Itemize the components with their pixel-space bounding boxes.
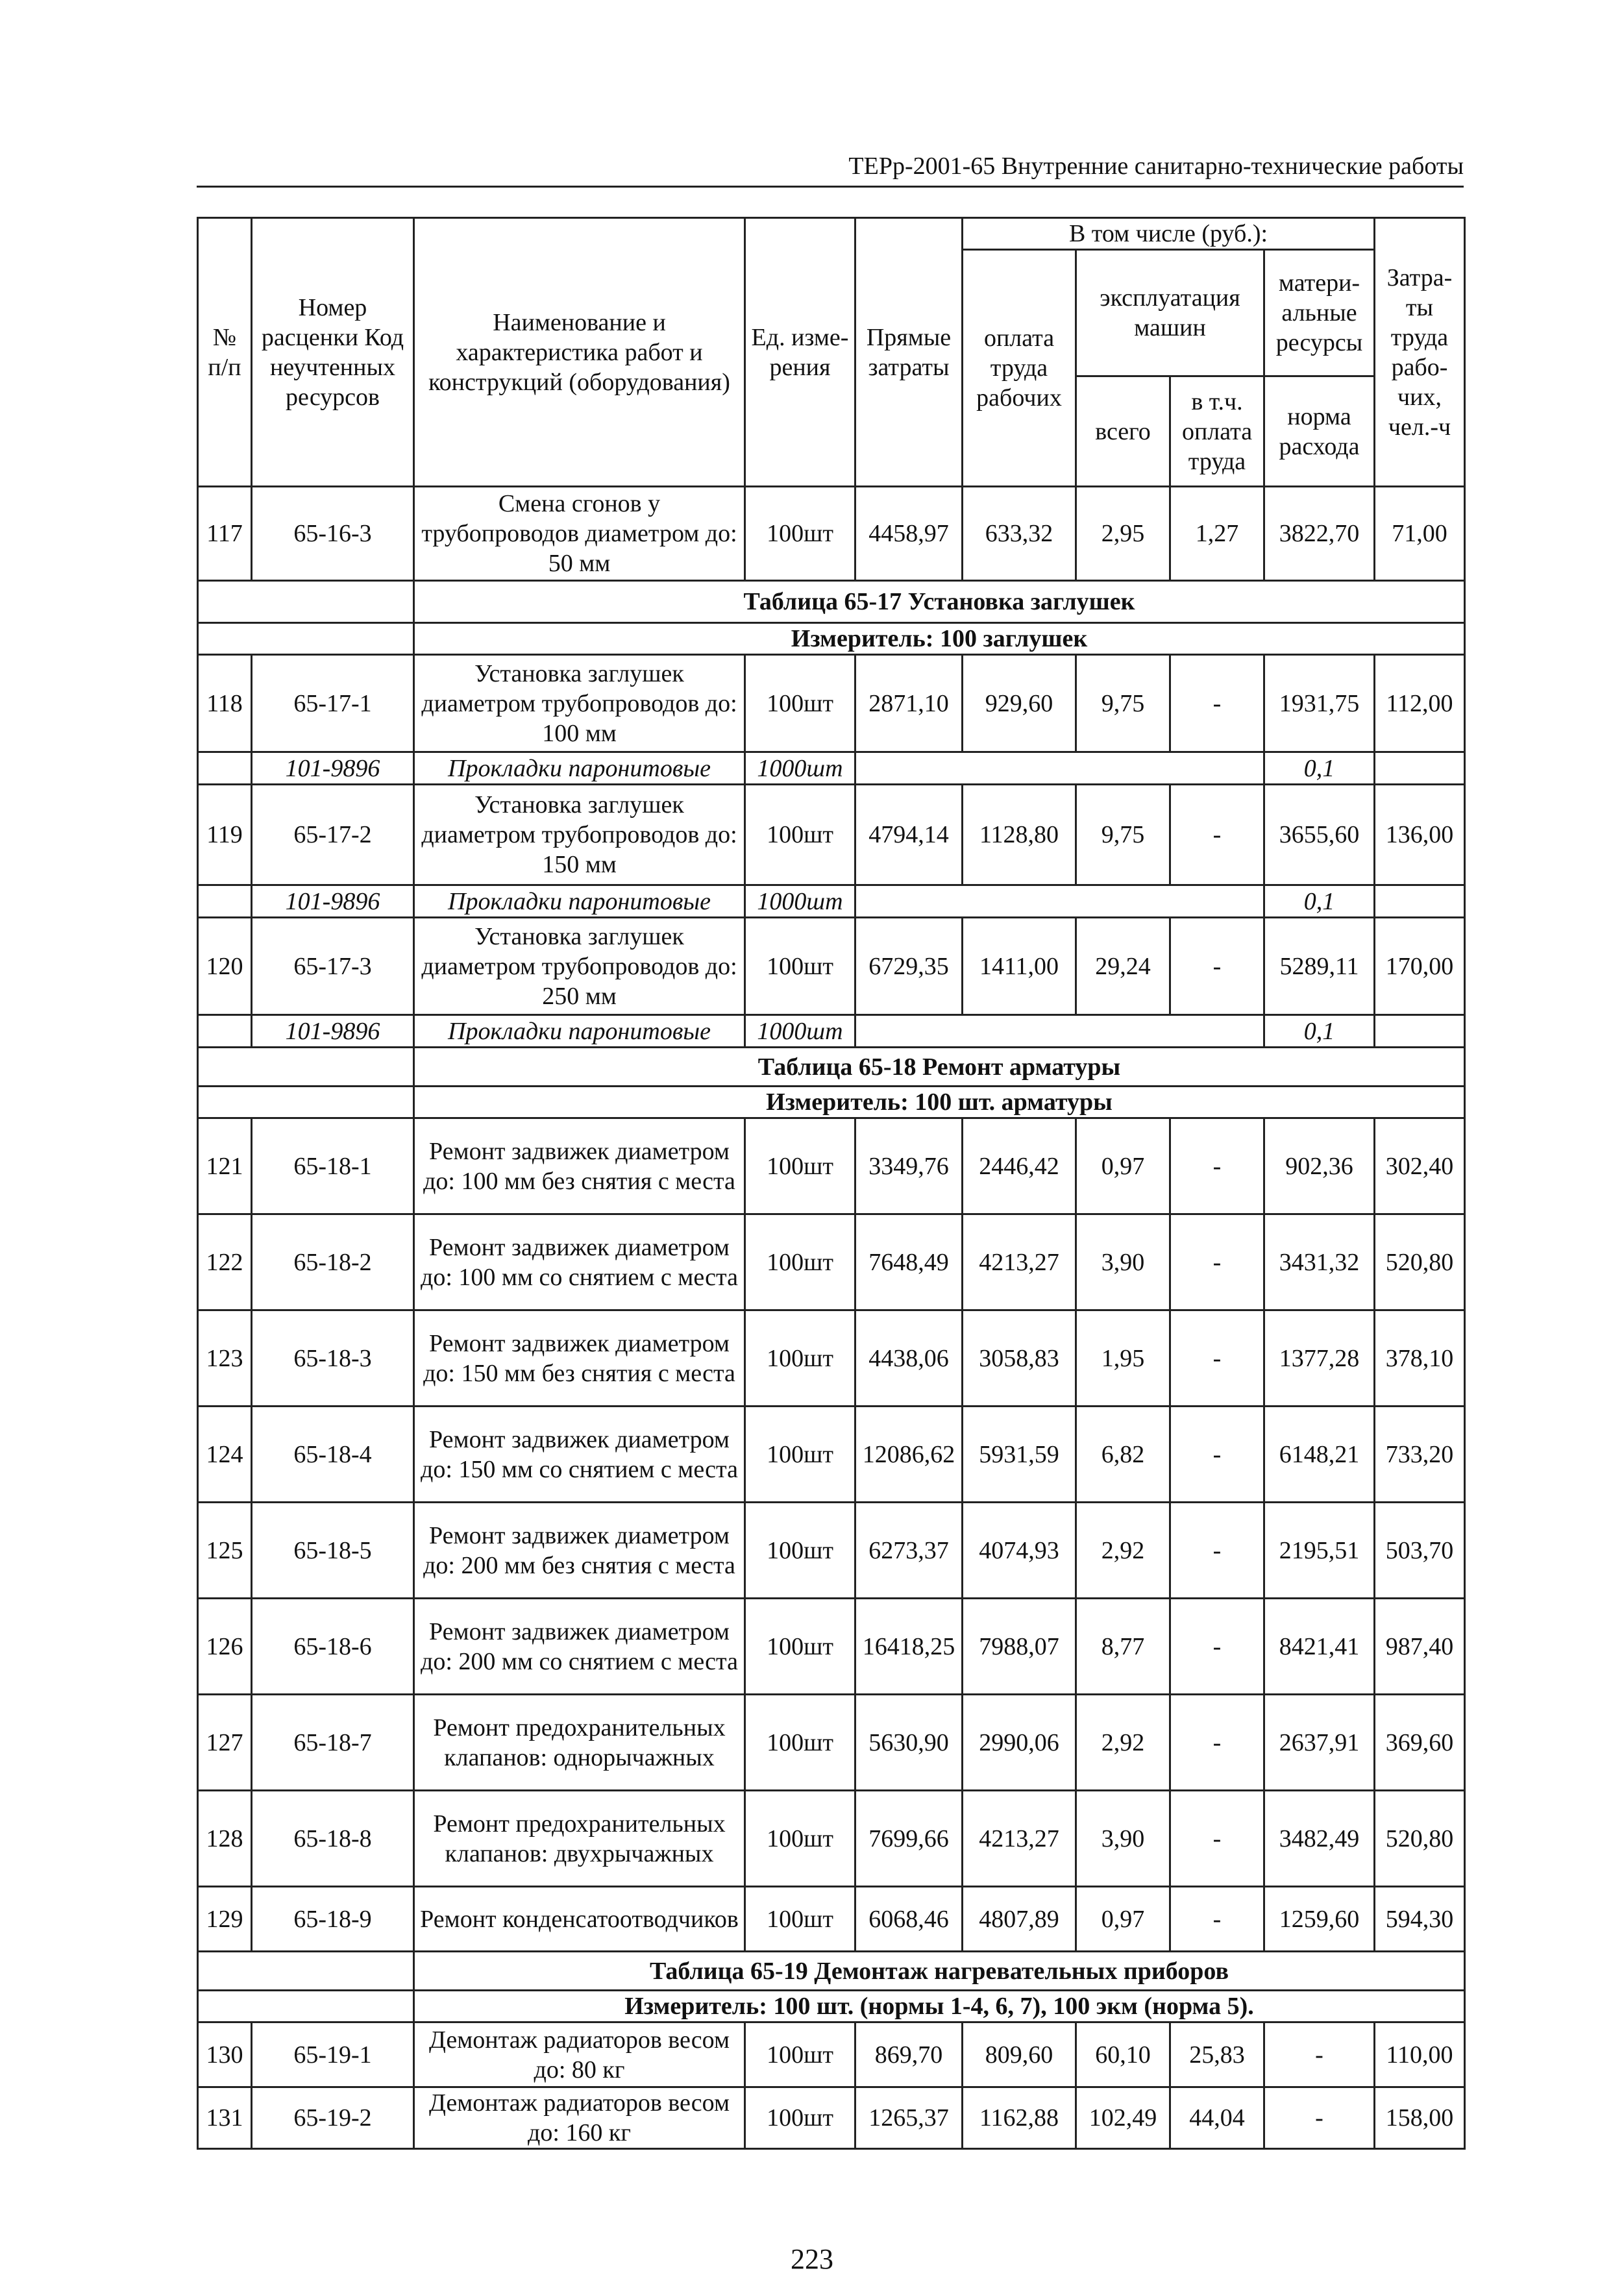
labor-cost: 378,10 [1375,1310,1465,1407]
section-measure: Измеритель: 100 шт. (нормы 1-4, 6, 7), 100 экм (норма 5). [414,1991,1465,2022]
rate-code: 65-19-1 [252,2022,414,2087]
rate-code: 65-18-7 [252,1695,414,1791]
unit: 100шт [745,487,855,581]
empty-cell [855,1015,1264,1048]
section-title: Таблица 65-19 Демонтаж нагревательных приборов [414,1952,1465,1991]
labor-cost: 987,40 [1375,1599,1465,1695]
rate-code: 65-18-9 [252,1887,414,1952]
wages: 929,60 [963,655,1076,752]
work-name: Ремонт задвижек диаметром до: 200 мм со снятием с места [414,1599,745,1695]
col-header-norm: норма расхода [1264,376,1375,487]
col-header-machines: эксплуатация машин [1076,250,1264,376]
resource-unit: 1000шт [745,752,855,785]
resource-name: Прокладки паронитовые [414,1015,745,1048]
col-header-code: Номер расценки Код неучтенных ресурсов [252,218,414,487]
col-header-name: Наименование и характеристика работ и конструкций (оборудования) [414,218,745,487]
unit: 100шт [745,655,855,752]
work-name: Ремонт задвижек диаметром до: 100 мм со снятием с места [414,1214,745,1310]
labor-cost: 520,80 [1375,1791,1465,1887]
materials: 2195,51 [1264,1503,1375,1599]
labor-cost: 520,80 [1375,1214,1465,1310]
table-row [198,785,1465,885]
direct-cost: 869,70 [855,2022,963,2087]
machines-total: 8,77 [1076,1599,1170,1695]
machines-wages: - [1170,655,1264,752]
col-header-including: В том числе (руб.): [963,218,1375,250]
section-measure: Измеритель: 100 шт. арматуры [414,1087,1465,1118]
materials: 1931,75 [1264,655,1375,752]
unit: 100шт [745,1791,855,1887]
empty-cell [855,885,1264,918]
direct-cost: 4794,14 [855,785,963,885]
section-measure-row [198,1991,1465,2022]
machines-wages: - [1170,1791,1264,1887]
empty-cell [855,752,1264,785]
labor-cost: 112,00 [1375,655,1465,752]
machines-total: 3,90 [1076,1214,1170,1310]
table-row [198,1503,1465,1599]
machines-wages: 25,83 [1170,2022,1264,2087]
section-title-row [198,1048,1465,1087]
rates-table [197,217,1466,2150]
labor-cost: 158,00 [1375,2087,1465,2149]
resource-norm: 0,1 [1264,752,1375,785]
row-num: 123 [198,1310,252,1407]
rate-code: 65-18-4 [252,1407,414,1503]
table-row [198,1118,1465,1214]
section-title: Таблица 65-17 Установка заглушек [414,581,1465,623]
empty-cell [198,1048,414,1087]
wages: 3058,83 [963,1310,1076,1407]
row-num: 129 [198,1887,252,1952]
row-num: 126 [198,1599,252,1695]
resource-row [198,885,1465,918]
rate-code: 65-17-1 [252,655,414,752]
machines-total: 102,49 [1076,2087,1170,2149]
resource-row [198,1015,1465,1048]
table-row [198,1599,1465,1695]
section-measure-row [198,623,1465,655]
materials: - [1264,2087,1375,2149]
wages: 4213,27 [963,1214,1076,1310]
machines-total: 0,97 [1076,1118,1170,1214]
resource-norm: 0,1 [1264,885,1375,918]
unit: 100шт [745,1503,855,1599]
direct-cost: 3349,76 [855,1118,963,1214]
unit: 100шт [745,1310,855,1407]
direct-cost: 2871,10 [855,655,963,752]
section-measure-row [198,1087,1465,1118]
col-header-total: всего [1076,376,1170,487]
unit: 100шт [745,2022,855,2087]
table-row [198,1695,1465,1791]
resource-unit: 1000шт [745,885,855,918]
labor-cost: 369,60 [1375,1695,1465,1791]
table-row [198,487,1465,581]
wages: 7988,07 [963,1599,1076,1695]
machines-total: 2,92 [1076,1503,1170,1599]
materials: 1377,28 [1264,1310,1375,1407]
work-name: Демонтаж радиаторов весом до: 80 кг [414,2022,745,2087]
materials: 3655,60 [1264,785,1375,885]
section-title-row [198,1952,1465,1991]
wages: 809,60 [963,2022,1076,2087]
section-title-row [198,581,1465,623]
row-num: 121 [198,1118,252,1214]
unit: 100шт [745,1407,855,1503]
row-num: 122 [198,1214,252,1310]
empty-cell [198,623,414,655]
col-header-incl-wages: в т.ч. оплата труда [1170,376,1264,487]
wages: 633,32 [963,487,1076,581]
row-num: 120 [198,918,252,1015]
empty-cell [198,752,252,785]
labor-cost: 594,30 [1375,1887,1465,1952]
machines-total: 0,97 [1076,1887,1170,1952]
rate-code: 65-18-8 [252,1791,414,1887]
empty-cell [198,1015,252,1048]
unit: 100шт [745,1887,855,1952]
table-row [198,1310,1465,1407]
machines-total: 2,92 [1076,1695,1170,1791]
machines-total: 6,82 [1076,1407,1170,1503]
row-num: 131 [198,2087,252,2149]
row-num: 125 [198,1503,252,1599]
rate-code: 65-17-3 [252,918,414,1015]
section-measure: Измеритель: 100 заглушек [414,623,1465,655]
wages: 4213,27 [963,1791,1076,1887]
unit: 100шт [745,1695,855,1791]
table-row [198,1791,1465,1887]
work-name: Ремонт предохранительных клапанов: двухрычажных [414,1791,745,1887]
work-name: Ремонт задвижек диаметром до: 200 мм без снятия с места [414,1503,745,1599]
empty-cell [1375,885,1465,918]
labor-cost: 110,00 [1375,2022,1465,2087]
work-name: Установка заглушек диаметром трубопроводов до: 150 мм [414,785,745,885]
table-row [198,2022,1465,2087]
table-row [198,1214,1465,1310]
machines-wages: - [1170,1407,1264,1503]
col-header-wages: оплата труда рабочих [963,250,1076,487]
labor-cost: 136,00 [1375,785,1465,885]
empty-cell [1375,1015,1465,1048]
direct-cost: 6729,35 [855,918,963,1015]
machines-wages: - [1170,1599,1264,1695]
unit: 100шт [745,1599,855,1695]
rate-code: 65-18-6 [252,1599,414,1695]
rate-code: 65-18-3 [252,1310,414,1407]
row-num: 128 [198,1791,252,1887]
materials: 5289,11 [1264,918,1375,1015]
wages: 2446,42 [963,1118,1076,1214]
labor-cost: 71,00 [1375,487,1465,581]
direct-cost: 16418,25 [855,1599,963,1695]
materials: 3822,70 [1264,487,1375,581]
machines-total: 3,90 [1076,1791,1170,1887]
empty-cell [198,1952,414,1991]
materials: 2637,91 [1264,1695,1375,1791]
work-name: Ремонт конденсатоотводчиков [414,1887,745,1952]
machines-total: 2,95 [1076,487,1170,581]
col-header-num: № п/п [198,218,252,487]
row-num: 124 [198,1407,252,1503]
col-header-materials: матери- альные ресурсы [1264,250,1375,376]
labor-cost: 170,00 [1375,918,1465,1015]
machines-wages: - [1170,1214,1264,1310]
wages: 4074,93 [963,1503,1076,1599]
direct-cost: 1265,37 [855,2087,963,2149]
labor-cost: 733,20 [1375,1407,1465,1503]
col-header-direct: Прямые затраты [855,218,963,487]
wages: 1128,80 [963,785,1076,885]
wages: 1411,00 [963,918,1076,1015]
machines-total: 1,95 [1076,1310,1170,1407]
empty-cell [198,581,414,623]
direct-cost: 7699,66 [855,1791,963,1887]
unit: 100шт [745,1214,855,1310]
machines-total: 9,75 [1076,785,1170,885]
work-name: Ремонт задвижек диаметром до: 150 мм без снятия с места [414,1310,745,1407]
resource-code: 101-9896 [252,885,414,918]
header-row [198,218,1465,250]
table-row [198,1407,1465,1503]
work-name: Ремонт задвижек диаметром до: 150 мм со снятием с места [414,1407,745,1503]
direct-cost: 6068,46 [855,1887,963,1952]
rate-code: 65-18-5 [252,1503,414,1599]
resource-name: Прокладки паронитовые [414,752,745,785]
resource-code: 101-9896 [252,752,414,785]
direct-cost: 7648,49 [855,1214,963,1310]
unit: 100шт [745,918,855,1015]
materials: 1259,60 [1264,1887,1375,1952]
machines-total: 29,24 [1076,918,1170,1015]
labor-cost: 503,70 [1375,1503,1465,1599]
machines-wages: - [1170,1310,1264,1407]
row-num: 119 [198,785,252,885]
labor-cost: 302,40 [1375,1118,1465,1214]
rate-code: 65-18-1 [252,1118,414,1214]
work-name: Смена сгонов у трубопроводов диаметром до: 50 мм [414,487,745,581]
rate-code: 65-16-3 [252,487,414,581]
empty-cell [1375,752,1465,785]
resource-code: 101-9896 [252,1015,414,1048]
direct-cost: 4458,97 [855,487,963,581]
table-row [198,655,1465,752]
section-title: Таблица 65-18 Ремонт арматуры [414,1048,1465,1087]
materials: 8421,41 [1264,1599,1375,1695]
unit: 100шт [745,1118,855,1214]
col-header-unit: Ед. изме- рения [745,218,855,487]
machines-wages: 1,27 [1170,487,1264,581]
machines-wages: - [1170,918,1264,1015]
direct-cost: 6273,37 [855,1503,963,1599]
machines-wages: - [1170,1503,1264,1599]
unit: 100шт [745,785,855,885]
col-header-labor: Затра- ты труда рабо- чих, чел.-ч [1375,218,1465,487]
unit: 100шт [745,2087,855,2149]
table-row [198,918,1465,1015]
resource-norm: 0,1 [1264,1015,1375,1048]
table-row [198,1887,1465,1952]
row-num: 127 [198,1695,252,1791]
work-name: Ремонт задвижек диаметром до: 100 мм без снятия с места [414,1118,745,1214]
wages: 5931,59 [963,1407,1076,1503]
table-row [198,2087,1465,2149]
row-num: 117 [198,487,252,581]
row-num: 130 [198,2022,252,2087]
work-name: Установка заглушек диаметром трубопроводов до: 100 мм [414,655,745,752]
wages: 1162,88 [963,2087,1076,2149]
machines-wages: - [1170,1887,1264,1952]
direct-cost: 5630,90 [855,1695,963,1791]
empty-cell [198,1087,414,1118]
work-name: Ремонт предохранительных клапанов: однорычажных [414,1695,745,1791]
document-header: ТЕРр-2001-65 Внутренние санитарно-технические работы [197,152,1464,188]
materials: 3482,49 [1264,1791,1375,1887]
work-name: Демонтаж радиаторов весом до: 160 кг [414,2087,745,2149]
machines-wages: - [1170,1118,1264,1214]
materials: 902,36 [1264,1118,1375,1214]
wages: 2990,06 [963,1695,1076,1791]
resource-unit: 1000шт [745,1015,855,1048]
materials: 6148,21 [1264,1407,1375,1503]
wages: 4807,89 [963,1887,1076,1952]
materials: - [1264,2022,1375,2087]
materials: 3431,32 [1264,1214,1375,1310]
machines-total: 9,75 [1076,655,1170,752]
empty-cell [198,885,252,918]
page-number: 223 [791,2243,833,2275]
rate-code: 65-17-2 [252,785,414,885]
rate-code: 65-18-2 [252,1214,414,1310]
direct-cost: 12086,62 [855,1407,963,1503]
rate-code: 65-19-2 [252,2087,414,2149]
row-num: 118 [198,655,252,752]
machines-wages: 44,04 [1170,2087,1264,2149]
empty-cell [198,1991,414,2022]
work-name: Установка заглушек диаметром трубопроводов до: 250 мм [414,918,745,1015]
direct-cost: 4438,06 [855,1310,963,1407]
resource-name: Прокладки паронитовые [414,885,745,918]
resource-row [198,752,1465,785]
machines-wages: - [1170,1695,1264,1791]
machines-wages: - [1170,785,1264,885]
machines-total: 60,10 [1076,2022,1170,2087]
